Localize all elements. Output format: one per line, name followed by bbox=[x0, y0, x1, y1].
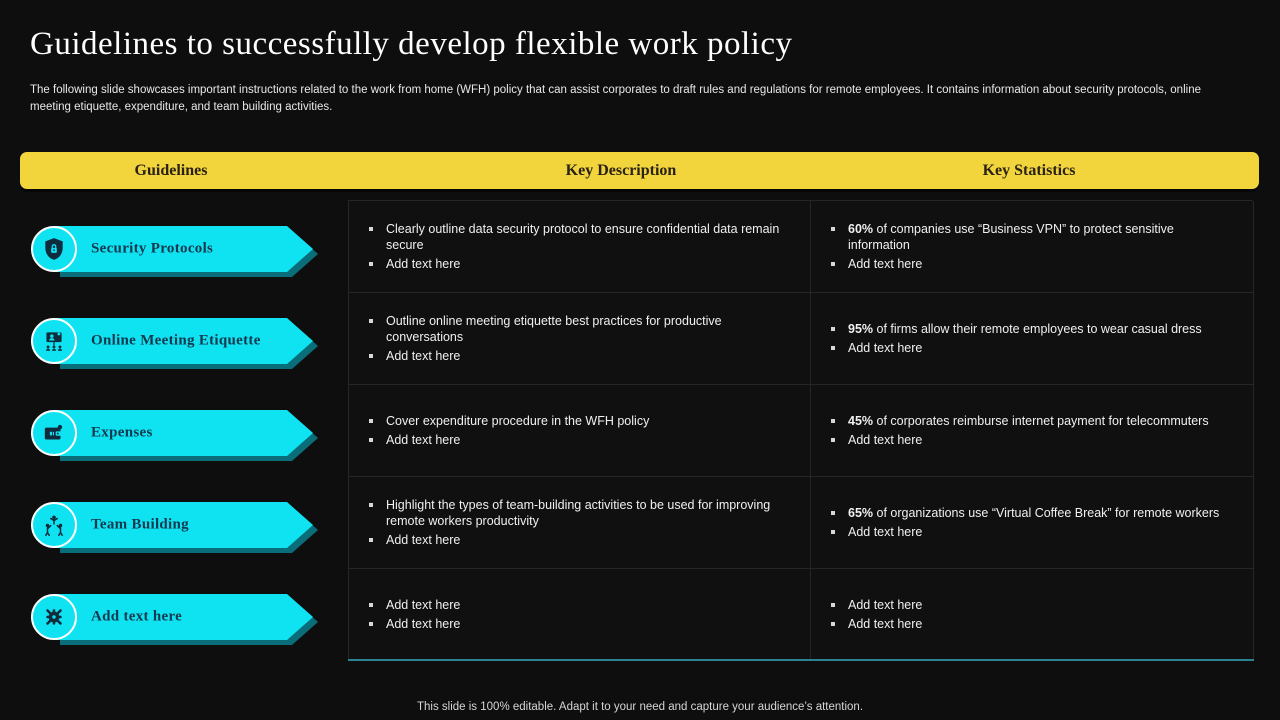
description-cell-row2 bbox=[349, 293, 811, 385]
guideline-button-expenses[interactable] bbox=[35, 410, 325, 456]
guideline-button-team-building[interactable] bbox=[35, 502, 325, 548]
square-bullet-icon bbox=[369, 354, 373, 358]
header-key-statistics: Key Statistics bbox=[982, 161, 1076, 179]
square-bullet-icon bbox=[369, 227, 373, 231]
square-bullet-icon bbox=[369, 419, 373, 423]
square-bullet-icon bbox=[369, 603, 373, 607]
header-guidelines: Guidelines bbox=[134, 161, 208, 179]
table-bottom-accent-line bbox=[348, 659, 1254, 661]
list-item: Clearly outline data security protocol to ensure confidential data remain secure bbox=[361, 221, 790, 254]
footer-note: This slide is 100% editable. Adapt it to your need and capture your audience’s attention. bbox=[416, 701, 864, 713]
square-bullet-icon bbox=[831, 622, 835, 626]
list-item: Add text here bbox=[823, 256, 1233, 272]
list-item: Add text here bbox=[361, 616, 790, 632]
team-building-icon bbox=[31, 502, 77, 548]
statistics-cell-row4 bbox=[811, 477, 1254, 569]
description-cell-row4 bbox=[349, 477, 811, 569]
list-item: Add text here bbox=[361, 348, 790, 364]
square-bullet-icon bbox=[369, 503, 373, 507]
list-item: Cover expenditure procedure in the WFH policy bbox=[361, 413, 790, 429]
square-bullet-icon bbox=[831, 530, 835, 534]
square-bullet-icon bbox=[369, 538, 373, 542]
guideline-label: Add text here bbox=[91, 608, 183, 625]
wallet-icon bbox=[31, 410, 77, 456]
square-bullet-icon bbox=[369, 262, 373, 266]
square-bullet-icon bbox=[369, 622, 373, 626]
shield-lock-icon bbox=[31, 226, 77, 272]
guideline-label: Team Building bbox=[91, 516, 189, 533]
table-header-bar bbox=[20, 152, 1259, 189]
description-cell-row1 bbox=[349, 201, 811, 293]
square-bullet-icon bbox=[831, 227, 835, 231]
square-bullet-icon bbox=[831, 346, 835, 350]
statistics-cell-row3 bbox=[811, 385, 1254, 477]
list-item: Add text here bbox=[823, 616, 1233, 632]
list-item: Add text here bbox=[361, 597, 790, 613]
statistics-cell-row1 bbox=[811, 201, 1254, 293]
square-bullet-icon bbox=[831, 511, 835, 515]
guideline-label: Online Meeting Etiquette bbox=[91, 332, 261, 349]
content-table bbox=[348, 200, 1253, 660]
square-bullet-icon bbox=[831, 419, 835, 423]
list-item: Add text here bbox=[361, 532, 790, 548]
square-bullet-icon bbox=[831, 327, 835, 331]
guideline-label: Expenses bbox=[91, 424, 153, 441]
list-item: Add text here bbox=[361, 432, 790, 448]
statistics-cell-row5 bbox=[811, 569, 1254, 661]
description-cell-row5 bbox=[349, 569, 811, 661]
slide-subtitle: The following slide showcases important instructions related to the work from home (WFH) policy that can assist corporates to draft rules and regulations for remote employees. It contains information about security protocols, online meeting etiquette, expenditure, and team building activities. bbox=[30, 84, 1201, 114]
statistics-cell-row2 bbox=[811, 293, 1254, 385]
guideline-button-security-protocols[interactable] bbox=[35, 226, 325, 272]
list-item: 45% of corporates reimburse internet payment for telecommuters bbox=[823, 413, 1233, 429]
list-item: 60% of companies use “Business VPN” to protect sensitive information bbox=[823, 221, 1233, 254]
list-item: Add text here bbox=[823, 340, 1233, 356]
online-meeting-icon bbox=[31, 318, 77, 364]
list-item: Add text here bbox=[361, 256, 790, 272]
square-bullet-icon bbox=[831, 262, 835, 266]
guideline-label: Security Protocols bbox=[91, 240, 214, 257]
square-bullet-icon bbox=[831, 603, 835, 607]
guideline-button-online-meeting-etiquette[interactable] bbox=[35, 318, 325, 364]
square-bullet-icon bbox=[831, 438, 835, 442]
square-bullet-icon bbox=[369, 319, 373, 323]
page-title: Guidelines to successfully develop flexible work policy bbox=[30, 26, 793, 62]
guideline-button-add-text[interactable] bbox=[35, 594, 325, 640]
description-cell-row3 bbox=[349, 385, 811, 477]
list-item: Add text here bbox=[823, 432, 1233, 448]
list-item: Outline online meeting etiquette best practices for productive conversations bbox=[361, 313, 790, 346]
list-item: 65% of organizations use “Virtual Coffee Break” for remote workers bbox=[823, 505, 1233, 521]
list-item: Highlight the types of team-building activities to be used for improving remote workers productivity bbox=[361, 497, 790, 530]
list-item: Add text here bbox=[823, 597, 1233, 613]
header-key-description: Key Description bbox=[565, 161, 677, 179]
gear-tools-icon bbox=[31, 594, 77, 640]
square-bullet-icon bbox=[369, 438, 373, 442]
list-item: Add text here bbox=[823, 524, 1233, 540]
list-item: 95% of firms allow their remote employees to wear casual dress bbox=[823, 321, 1233, 337]
